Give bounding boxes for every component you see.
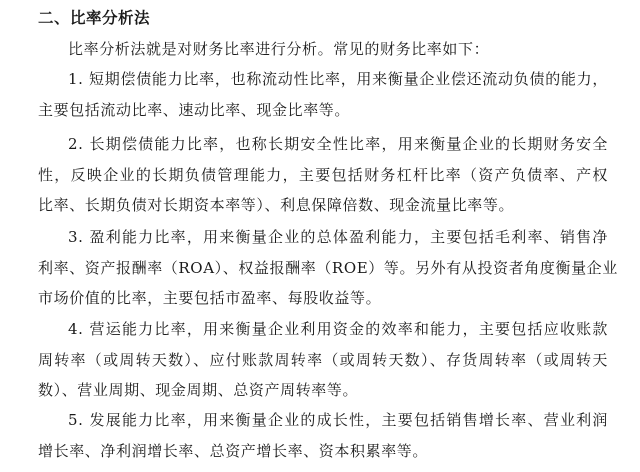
ratio-item-2 (38, 129, 608, 221)
item-line: 5. 发展能力比率，用来衡量企业的成长性，主要包括销售增长率、营业利润 (68, 411, 608, 429)
ratio-item-1 (38, 64, 608, 125)
section-heading: 二、比率分析法 (38, 9, 151, 27)
item-line: 主要包括流动比率、速动比率、现金比率等。 (38, 100, 351, 119)
item-line: 3. 盈利能力比率，用来衡量企业的总体盈利能力，主要包括毛利率、销售净 (68, 228, 608, 246)
item-line: 数）、营业周期、现金周期、总资产周转率等。 (38, 381, 359, 399)
intro-paragraph (38, 34, 608, 65)
item-line: 利率、资产报酬率（ROA）、权益报酬率（ROE）等。另外有从投资者角度衡量企业 (38, 258, 618, 277)
item-line: 市场价值的比率，主要包括市盈率、每股收益等。 (38, 289, 382, 307)
ratio-item-3 (38, 222, 618, 314)
item-line: 1. 短期偿债能力比率，也称流动性比率，用来衡量企业偿还流动负债的能力， (68, 70, 608, 88)
item-line: 周转率（或周转天数）、应付账款周转率（或周转天数）、存货周转率（或周转天 (38, 350, 608, 369)
item-line: 性，反映企业的长期负债管理能力，主要包括财务杠杆比率（资产负债率、产权 (38, 165, 608, 184)
item-line: 增长率、净利润增长率、总资产增长率、资本积累率等。 (38, 441, 429, 460)
ratio-item-4 (38, 314, 608, 406)
item-line: 比率、长期负债对长期资本率等）、利息保障倍数、现金流量比率等。 (38, 196, 515, 214)
item-line: 4. 营运能力比率，用来衡量企业利用资金的效率和能力，主要包括应收账款 (68, 320, 608, 338)
item-line: 2. 长期偿债能力比率，也称长期安全性比率，用来衡量企业的长期财务安全 (68, 135, 608, 153)
ratio-item-5 (38, 405, 608, 466)
intro-line: 比率分析法就是对财务比率进行分析。常见的财务比率如下： (68, 40, 490, 58)
